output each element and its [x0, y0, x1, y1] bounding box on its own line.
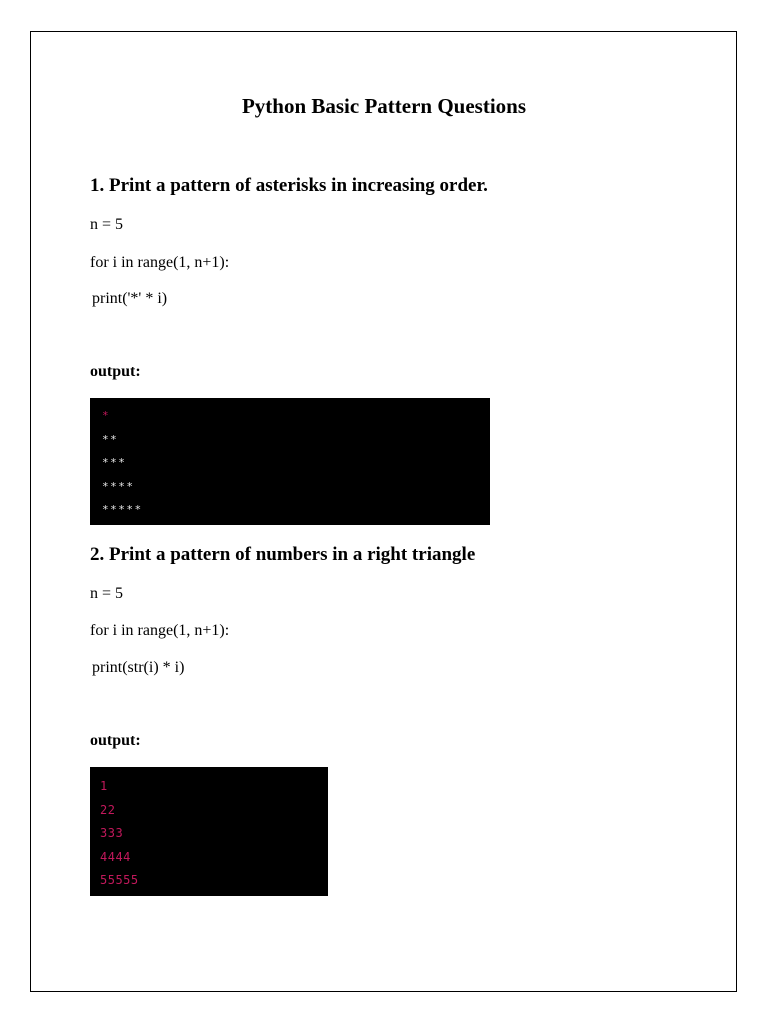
section-2-output-label: output:: [90, 732, 141, 749]
section-1-code-line-1: n = 5: [90, 216, 124, 233]
section-1-heading: 1. Print a pattern of asterisks in increasing order.: [90, 175, 488, 196]
section-1-code-line-3: print('*' * i): [76, 290, 168, 307]
terminal-line: 55555: [100, 873, 139, 888]
terminal-line: 1: [100, 779, 108, 793]
terminal-line: *: [102, 409, 111, 422]
page-title: Python Basic Pattern Questions: [241, 94, 527, 118]
section-2-heading: 2. Print a pattern of numbers in a right triangle: [90, 544, 476, 565]
section-2-code-line-2: for i in range(1, n+1):: [90, 622, 230, 639]
section-2-code-line-1: n = 5: [90, 585, 124, 602]
terminal-line: 4444: [100, 849, 131, 864]
section-1-output-terminal: [90, 398, 490, 525]
section-1-code-line-2: for i in range(1, n+1):: [90, 254, 230, 271]
terminal-line: ****: [102, 479, 135, 493]
terminal-line: 333: [100, 826, 124, 841]
section-2-output-terminal: [90, 767, 328, 896]
section-2-code-line-3: print(str(i) * i): [76, 659, 185, 676]
section-1-output-label: output:: [90, 363, 141, 380]
terminal-line: ***: [102, 456, 127, 470]
terminal-line: *****: [102, 503, 143, 517]
terminal-line: 22: [100, 802, 116, 817]
terminal-line: **: [102, 432, 119, 446]
